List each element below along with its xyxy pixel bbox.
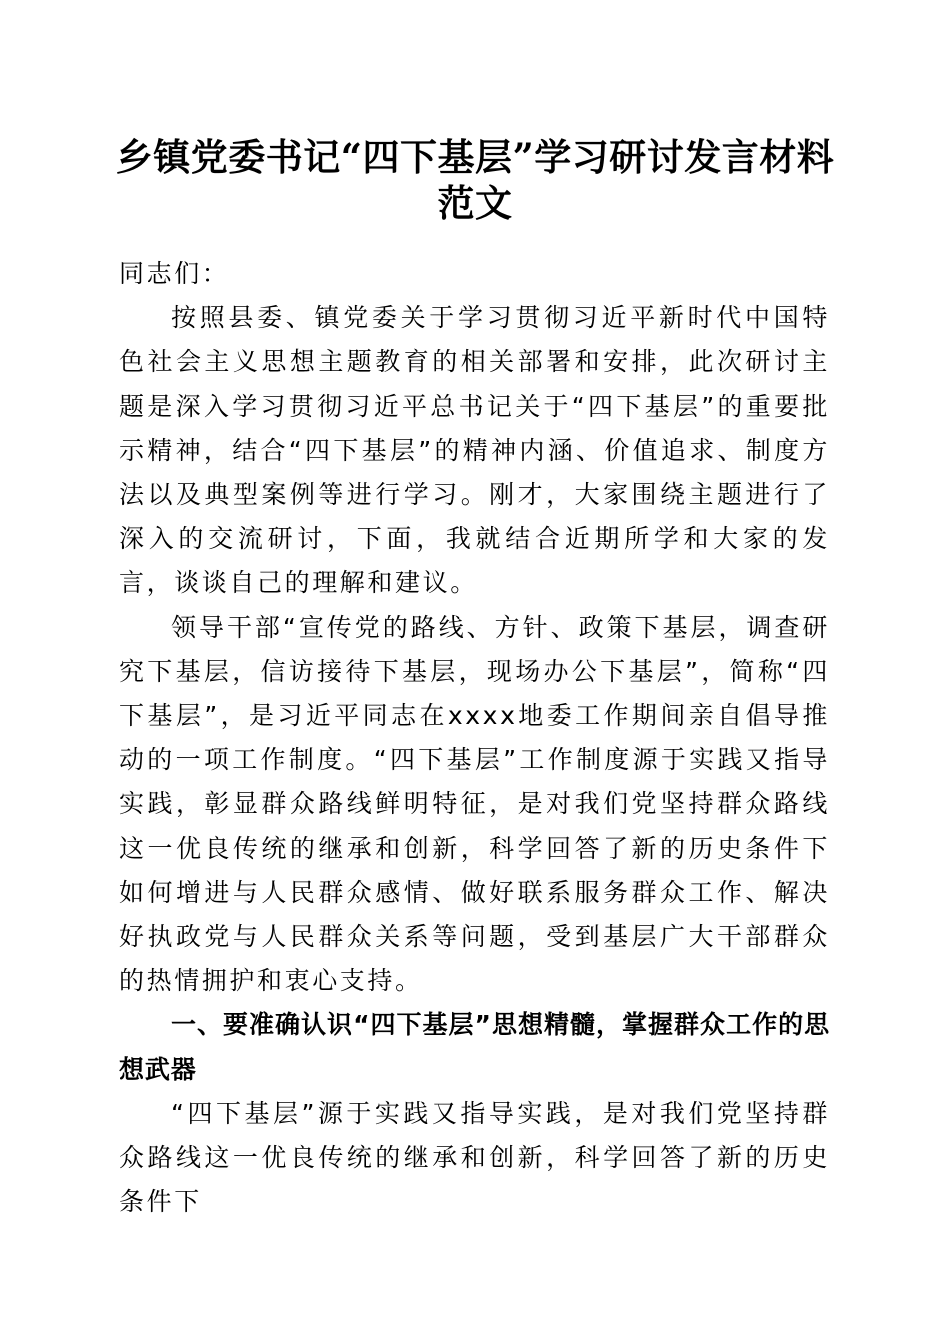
section-paragraph: “四下基层”源于实践又指导实践，是对我们党坚持群众路线这一优良传统的继承和创新，科学回答了新的历史条件下: [119, 1098, 830, 1217]
body-paragraph: 领导干部“宣传党的路线、方针、政策下基层，调查研究下基层，信访接待下基层，现场办公下基层”，简称“四下基层”，是习近平同志在xxxx地委工作期间亲自倡导推动的一项工作制度。“四下基层”工作制度源于实践又指导实践，彰显群众路线鲜明特征，是对我们党坚持群众路线这一优良传统的继承和创新，科学回答了新的历史条件下如何增进与人民群众感情、做好联系服务群众工作、解决好执政党与人民群众关系等问题，受到基层广大干部群众的热情拥护和衷心支持。: [119, 612, 830, 996]
document-title: 乡镇党委书记“四下基层”学习研讨发言材料范文: [115, 135, 835, 225]
body-paragraph: 按照县委、镇党委关于学习贯彻习近平新时代中国特色社会主义思想主题教育的相关部署和安排，此次研讨主题是深入学习贯彻习近平总书记关于“四下基层”的重要批示精神，结合“四下基层”的精神内涵、价值追求、制度方法以及典型案例等进行学习。刚才，大家围绕主题进行了深入的交流研讨，下面，我就结合近期所学和大家的发言，谈谈自己的理解和建议。: [119, 303, 830, 598]
section-heading: 一、要准确认识“四下基层”思想精髓，掌握群众工作的思想武器: [119, 1010, 830, 1084]
document-body: [119, 252, 830, 1224]
salutation: 同志们：: [119, 259, 230, 288]
